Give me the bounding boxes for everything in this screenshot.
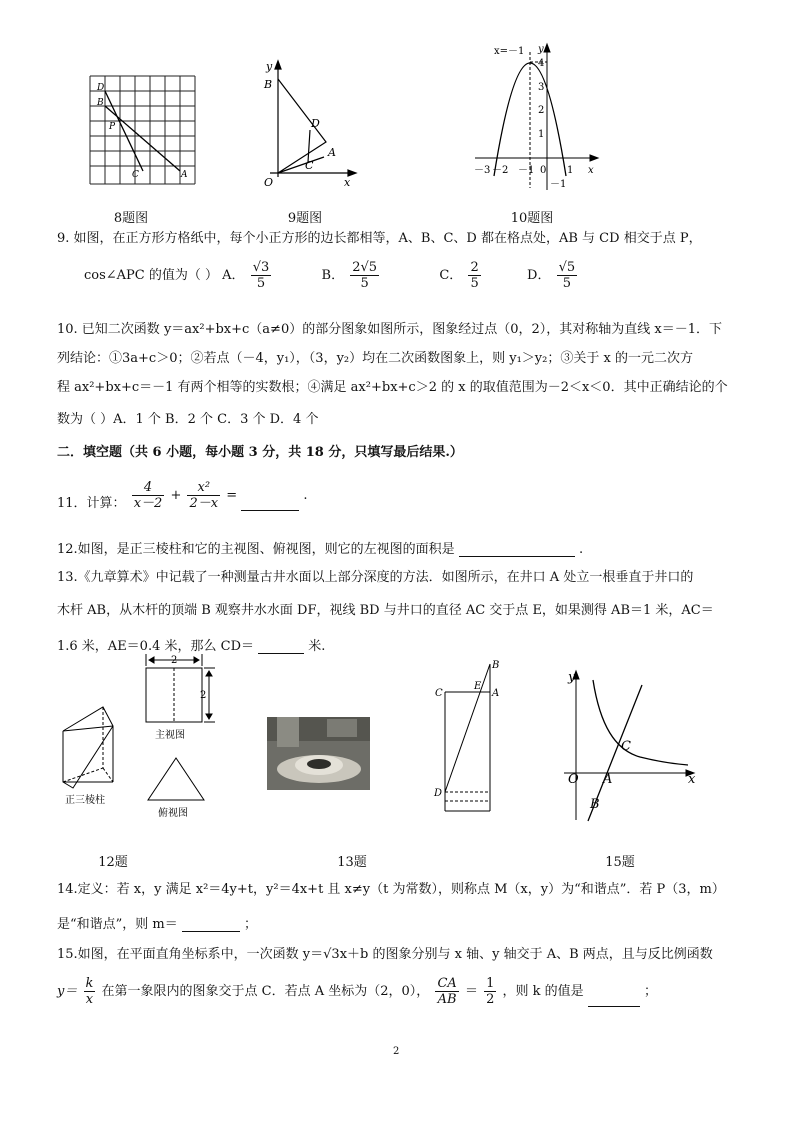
fig10-tick-xm3: －3 — [474, 165, 491, 176]
q9-option-b: $\frac{2√5}{5}$ — [352, 260, 378, 291]
q15-eq: ＝ — [464, 984, 478, 999]
figure-15-graph — [560, 665, 705, 823]
fig9-label-A: A — [328, 146, 336, 159]
figure-13-well-photo — [267, 717, 370, 790]
fig10-tick-y1: 1 — [538, 129, 545, 140]
q13-line3-a: 1.6 米，AE＝0.4 米，那么 CD＝ — [57, 639, 254, 654]
fig9-label-D: D — [311, 117, 320, 130]
fig8-label-D: D — [97, 83, 105, 93]
q12-end: . — [578, 542, 584, 557]
fig12-solid-label: 正三棱柱 — [65, 795, 105, 806]
fig8-label-P: P — [109, 122, 116, 132]
q15-k-over-x: $\frac{k}{x}$ — [85, 976, 94, 1007]
fig12-dim-top: 2 — [171, 655, 178, 666]
q15-y-equals: y＝ — [57, 984, 78, 999]
q9-option-d: $\frac{√5}{5}$ — [558, 260, 576, 291]
fig10-tick-x1: 1 — [567, 165, 574, 176]
q11-equals: = — [226, 488, 238, 503]
fig9-label-y: y — [266, 60, 273, 73]
fig12-dim-side: 2 — [200, 690, 207, 701]
q10-line2: 列结论：①3a+c＞0；②若点（－4，y₁），（3，y₂）均在二次函数图象上，则 y₁＞y₂；③关于 x 的一元二次方 — [57, 351, 693, 366]
fig15-label-A: A — [603, 772, 613, 787]
fig9-label-x: x — [344, 176, 351, 189]
fig10-tick-xm1: －1 — [518, 165, 535, 176]
q9-option-b-letter: B． — [321, 268, 345, 283]
q15-ca-over-ab: $\frac{CA}{AB}$ — [437, 976, 457, 1007]
q9-option-c: $\frac{2}{5}$ — [470, 260, 479, 291]
q10-line1: 10. 已知二次函数 y＝ax²+bx+c（a≠0）的部分图象如图所示，图象经过点（0，2），其对称轴为直线 x＝－1．下 — [57, 322, 722, 337]
fig8-label-C: C — [132, 170, 139, 180]
fig13-label-B: B — [492, 660, 500, 671]
q13-line2: 木杆 AB，从木杆的顶端 B 观察井水水面 DF，视线 BD 与井口的直径 AC 交于点 E，如果测得 AB＝1 米，AC＝ — [57, 603, 714, 618]
figure-13-well-diagram — [428, 656, 513, 816]
fig15-label-O: O — [568, 772, 579, 787]
fig9-label-O: O — [264, 176, 274, 189]
fig15-label-C: C — [621, 739, 631, 754]
fig10-tick-xm2: －2 — [492, 165, 509, 176]
figure-9-diagram — [260, 55, 360, 190]
q11-line — [57, 480, 308, 511]
fig8-label-B: B — [97, 98, 104, 108]
fig10-tick-ym1: －1 — [550, 179, 567, 190]
fig10-tick-x0: 0 — [540, 165, 547, 176]
q9-stem: cos∠APC 的值为（ ） — [84, 268, 219, 283]
figure-8-grid — [88, 75, 208, 190]
figure-10-parabola — [470, 42, 605, 192]
q11-prefix: 11．计算： — [57, 496, 126, 511]
q14-line2-b: ； — [244, 917, 258, 932]
q9-option-a-letter: A． — [222, 268, 245, 283]
q13-line1: 13.《九章算术》中记载了一种测量古井水面以上部分深度的方法．如图所示，在井口 A 处立一根垂直于井口的 — [57, 570, 694, 585]
page-number: 2 — [393, 1046, 400, 1057]
fig13-label-A: A — [492, 688, 500, 699]
fig15-label-B: B — [590, 797, 600, 812]
q9-line1: 9. 如图，在正方形方格纸中，每个小正方形的边长都相等，A、B、C、D 都在格点处，AB 与 CD 相交于点 P， — [57, 231, 702, 246]
q15-semicolon: ； — [643, 984, 657, 999]
q12-line — [57, 538, 583, 557]
fig9-label-B: B — [264, 78, 273, 91]
figure-12-caption: 12题 — [98, 855, 128, 870]
q10-line3: 程 ax²+bx+c＝－1 有两个相等的实数根；④满足 ax²+bx+c＞2 的 x 的取值范围为－2＜x＜0．其中正确结论的个 — [57, 380, 728, 395]
q10-line4: 数为（ ）A．1 个 B．2 个 C．3 个 D．4 个 — [57, 412, 319, 427]
figure-8-caption: 8题图 — [113, 211, 149, 226]
fig10-axis-line-label: x=－1 — [494, 46, 525, 57]
fig13-label-E: E — [474, 681, 482, 692]
fig8-label-A: A — [181, 170, 188, 180]
figure-10-caption: 10题图 — [510, 211, 554, 226]
fig10-tick-y2: 2 — [538, 105, 545, 116]
q9-options — [84, 260, 579, 291]
fig12-front-label: 主视图 — [155, 730, 185, 741]
fig10-tick-y3: 3 — [538, 82, 545, 93]
q14-line2-a: 是“和谐点”，则 m＝ — [57, 917, 178, 932]
figure-15-caption: 15题 — [605, 855, 635, 870]
fig13-label-C: C — [435, 688, 443, 699]
q12-text: 12.如图，是正三棱柱和它的主视图、俯视图，则它的左视图的面积是 — [57, 542, 455, 557]
fig13-label-D: D — [434, 788, 443, 799]
q11-fraction-2: $\frac{\text{x²}}{2-x}$ — [189, 480, 219, 511]
fig10-tick-y4: 4 — [538, 58, 545, 69]
fig12-top-label: 俯视图 — [158, 808, 188, 819]
q15-line2 — [57, 976, 657, 1007]
q14-line2 — [57, 913, 257, 932]
q14-answer-blank[interactable] — [182, 917, 240, 932]
q15-mid: 在第一象限内的图象交于点 C．若点 A 坐标为（2，0）， — [101, 984, 430, 999]
q9-option-a: $\frac{√3}{5}$ — [252, 260, 270, 291]
q15-answer-blank[interactable] — [588, 992, 640, 1007]
section-2-heading: 二．填空题（共 6 小题，每小题 3 分，共 18 分，只填写最后结果.） — [57, 445, 463, 460]
figure-9-caption: 9题图 — [287, 211, 323, 226]
q9-option-d-letter: D． — [527, 268, 551, 283]
figure-12-prism-views — [55, 650, 220, 825]
q11-fraction-1: $\frac{4}{x-2}$ — [133, 480, 163, 511]
fig9-label-C: C — [305, 159, 314, 172]
q15-line1: 15.如图，在平面直角坐标系中，一次函数 y＝√3x＋b 的图象分别与 x 轴、y 轴交于 A、B 两点，且与反比例函数 — [57, 947, 713, 962]
q11-answer-blank[interactable] — [241, 496, 299, 511]
q12-answer-blank[interactable] — [459, 542, 575, 557]
q11-plus: + — [170, 488, 182, 503]
q15-one-half: $\frac{1}{2}$ — [486, 976, 495, 1007]
q14-line1: 14.定义：若 x，y 满足 x²＝4y+t，y²＝4x+t 且 x≠y（t 为常数），则称点 M（x，y）为“和谐点”．若 P（3，m） — [57, 882, 725, 897]
figure-13-caption: 13题 — [337, 855, 367, 870]
q11-end: . — [303, 488, 308, 503]
q13-answer-blank[interactable] — [258, 639, 304, 654]
q15-end: ，则 k 的值是 — [502, 984, 584, 999]
fig15-label-x: x — [688, 772, 696, 787]
q9-option-c-letter: C． — [439, 268, 463, 283]
fig10-label-y: y — [538, 44, 544, 55]
fig10-label-x: x — [588, 165, 594, 176]
fig15-label-y: y — [568, 670, 576, 685]
q13-line3-b: 米. — [308, 639, 326, 654]
